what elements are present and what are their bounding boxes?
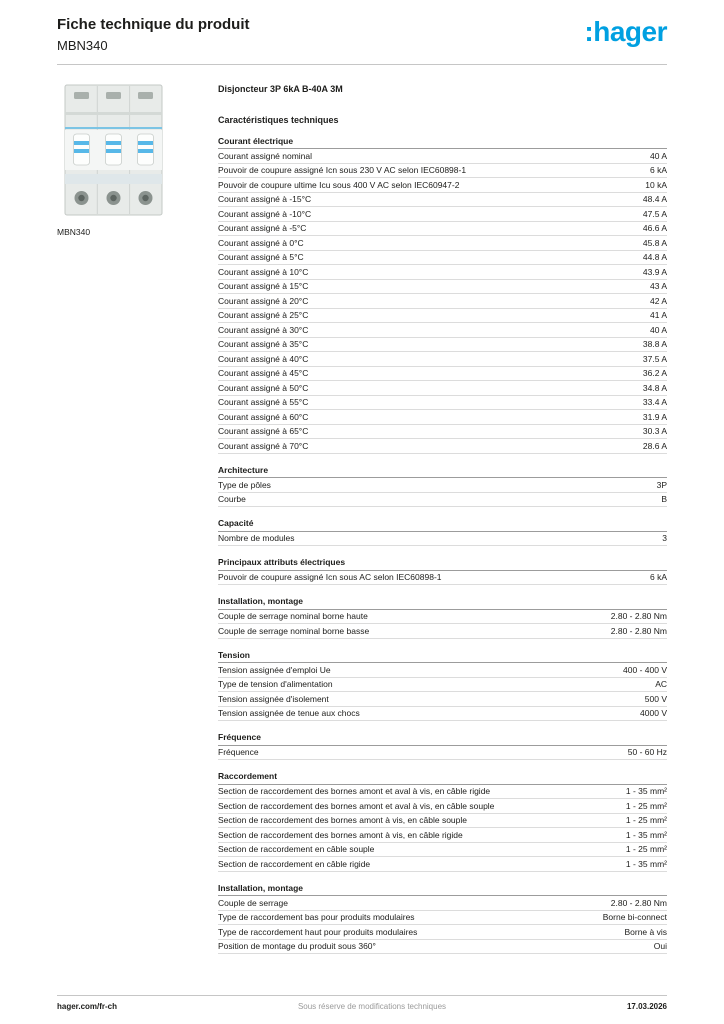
spec-section xyxy=(218,650,667,722)
spec-value: 6 kA xyxy=(649,572,667,583)
spec-label: Section de raccordement des bornes amont et aval à vis, en câble rigide xyxy=(218,786,491,797)
spec-label: Type de raccordement haut pour produits modulaires xyxy=(218,926,418,937)
spec-value: 36.2 A xyxy=(642,368,667,379)
spec-sections xyxy=(218,136,667,955)
product-image-caption: MBN340 xyxy=(57,226,91,237)
spec-value: 43.9 A xyxy=(642,266,667,277)
spec-value: Borne à vis xyxy=(624,926,667,937)
spec-label: Courant assigné à 20°C xyxy=(218,295,309,306)
spec-value: 40 A xyxy=(649,324,667,335)
spec-row xyxy=(218,493,667,508)
spec-label: Section de raccordement des bornes amont et aval à vis, en câble souple xyxy=(218,800,495,811)
product-name: Disjoncteur 3P 6kA B-40A 3M xyxy=(218,83,343,94)
spec-value: 1 - 35 mm² xyxy=(625,858,667,869)
spec-section xyxy=(218,771,667,872)
spec-label: Pouvoir de coupure ultime Icu sous 400 V AC selon IEC60947-2 xyxy=(218,179,460,190)
spec-row xyxy=(218,294,667,309)
circuit-breaker-illustration xyxy=(57,82,170,218)
spec-value: 46.6 A xyxy=(642,223,667,234)
spec-row xyxy=(218,571,667,586)
product-code: MBN340 xyxy=(57,37,108,53)
spec-value: Borne bi-connect xyxy=(602,912,667,923)
spec-value: 43 A xyxy=(649,281,667,292)
spec-label: Courant assigné à 10°C xyxy=(218,266,309,277)
spec-value: 500 V xyxy=(644,693,667,704)
spec-value: Oui xyxy=(653,941,667,952)
spec-row xyxy=(218,396,667,411)
spec-value: 34.8 A xyxy=(642,382,667,393)
spec-label: Courant assigné à 50°C xyxy=(218,382,309,393)
spec-value: 400 - 400 V xyxy=(623,664,667,675)
spec-section xyxy=(218,465,667,508)
spec-label: Courant assigné à -5°C xyxy=(218,223,307,234)
spec-row xyxy=(218,692,667,707)
spec-row xyxy=(218,410,667,425)
spec-label: Type de raccordement bas pour produits modulaires xyxy=(218,912,415,923)
header-titles xyxy=(57,16,250,53)
spec-label: Pouvoir de coupure assigné Icn sous 230 V AC selon IEC60898-1 xyxy=(218,165,467,176)
spec-label: Courant assigné à -10°C xyxy=(218,208,312,219)
spec-value: 44.8 A xyxy=(642,252,667,263)
section-title: Raccordement xyxy=(218,771,667,785)
spec-label: Pouvoir de coupure assigné Icn sous AC selon IEC60898-1 xyxy=(218,572,442,583)
spec-label: Courant assigné à 0°C xyxy=(218,237,304,248)
spec-label: Courbe xyxy=(218,494,246,505)
section-title: Architecture xyxy=(218,465,667,479)
specs-heading: Caractéristiques techniques xyxy=(218,114,339,125)
spec-row xyxy=(218,164,667,179)
spec-value: 1 - 35 mm² xyxy=(625,829,667,840)
spec-value: AC xyxy=(655,679,667,690)
spec-row xyxy=(218,828,667,843)
spec-value: 28.6 A xyxy=(642,440,667,451)
spec-value: 31.9 A xyxy=(642,411,667,422)
spec-row xyxy=(218,911,667,926)
spec-row xyxy=(218,746,667,761)
section-title: Capacité xyxy=(218,518,667,532)
spec-row xyxy=(218,323,667,338)
spec-value: 50 - 60 Hz xyxy=(627,747,667,758)
spec-label: Section de raccordement en câble rigide xyxy=(218,858,371,869)
spec-label: Courant assigné à 25°C xyxy=(218,310,309,321)
footer-date: 17.03.2026 xyxy=(626,1002,667,1011)
section-title: Installation, montage xyxy=(218,883,667,897)
product-image-column xyxy=(57,82,170,237)
spec-section xyxy=(218,732,667,760)
spec-value: 3 xyxy=(662,533,667,544)
spec-label: Courant assigné à 45°C xyxy=(218,368,309,379)
spec-row xyxy=(218,624,667,639)
spec-row xyxy=(218,207,667,222)
spec-section xyxy=(218,557,667,585)
page-footer xyxy=(57,995,667,1011)
product-image xyxy=(57,82,170,218)
spec-value: 1 - 25 mm² xyxy=(625,800,667,811)
spec-row xyxy=(218,439,667,454)
spec-value: 2.80 - 2.80 Nm xyxy=(610,897,667,908)
spec-label: Section de raccordement des bornes amont à vis, en câble rigide xyxy=(218,829,463,840)
spec-row xyxy=(218,149,667,164)
spec-row xyxy=(218,678,667,693)
spec-row xyxy=(218,663,667,678)
spec-label: Courant assigné à 5°C xyxy=(218,252,304,263)
spec-value: 6 kA xyxy=(649,165,667,176)
spec-label: Tension assignée de tenue aux chocs xyxy=(218,708,360,719)
spec-label: Section de raccordement en câble souple xyxy=(218,844,375,855)
spec-value: 40 A xyxy=(649,150,667,161)
spec-value: 41 A xyxy=(649,310,667,321)
spec-label: Courant assigné à 15°C xyxy=(218,281,309,292)
footer-website-link[interactable]: hager.com/fr-ch xyxy=(57,1002,118,1011)
spec-section xyxy=(218,596,667,639)
spec-value: 10 kA xyxy=(645,179,667,190)
spec-row xyxy=(218,843,667,858)
spec-row xyxy=(218,381,667,396)
spec-label: Courant assigné nominal xyxy=(218,150,313,161)
footer-row xyxy=(57,1002,667,1011)
spec-label: Courant assigné à 60°C xyxy=(218,411,309,422)
spec-label: Type de pôles xyxy=(218,479,271,490)
spec-section xyxy=(218,136,667,454)
spec-label: Courant assigné à 55°C xyxy=(218,397,309,408)
spec-value: 3P xyxy=(656,479,667,490)
header-divider xyxy=(57,64,667,65)
spec-row xyxy=(218,896,667,911)
spec-value: 2.80 - 2.80 Nm xyxy=(610,611,667,622)
spec-value: 1 - 25 mm² xyxy=(625,844,667,855)
spec-row xyxy=(218,925,667,940)
spec-label: Section de raccordement des bornes amont à vis, en câble souple xyxy=(218,815,468,826)
spec-label: Courant assigné à 35°C xyxy=(218,339,309,350)
spec-row xyxy=(218,309,667,324)
spec-section xyxy=(218,883,667,955)
spec-label: Tension assignée d'isolement xyxy=(218,693,329,704)
spec-row xyxy=(218,367,667,382)
spec-label: Position de montage du produit sous 360° xyxy=(218,941,376,952)
footer-divider xyxy=(57,995,667,996)
spec-row xyxy=(218,707,667,722)
spec-label: Fréquence xyxy=(218,747,259,758)
spec-label: Courant assigné à -15°C xyxy=(218,194,312,205)
spec-row xyxy=(218,280,667,295)
spec-label: Courant assigné à 40°C xyxy=(218,353,309,364)
section-title: Principaux attributs électriques xyxy=(218,557,667,571)
spec-label: Courant assigné à 65°C xyxy=(218,426,309,437)
spec-value: 4000 V xyxy=(640,708,667,719)
hager-logo: :hager xyxy=(584,16,667,47)
section-title: Courant électrique xyxy=(218,136,667,150)
spec-row xyxy=(218,785,667,800)
section-title: Installation, montage xyxy=(218,596,667,610)
spec-label: Nombre de modules xyxy=(218,533,295,544)
spec-row xyxy=(218,251,667,266)
page-title: Fiche technique du produit xyxy=(57,16,250,33)
spec-value: 47.5 A xyxy=(642,208,667,219)
spec-row xyxy=(218,265,667,280)
spec-row xyxy=(218,193,667,208)
footer-disclaimer: Sous réserve de modifications techniques xyxy=(297,1002,447,1011)
spec-row xyxy=(218,857,667,872)
spec-row xyxy=(218,338,667,353)
spec-row xyxy=(218,236,667,251)
spec-row xyxy=(218,610,667,625)
spec-section xyxy=(218,518,667,546)
specs-column xyxy=(218,82,667,955)
spec-row xyxy=(218,478,667,493)
section-title: Tension xyxy=(218,650,667,664)
spec-row xyxy=(218,532,667,547)
spec-row xyxy=(218,178,667,193)
spec-label: Couple de serrage nominal borne basse xyxy=(218,625,370,636)
spec-value: 33.4 A xyxy=(642,397,667,408)
content-area xyxy=(57,82,667,955)
spec-value: 42 A xyxy=(649,295,667,306)
spec-value: 1 - 35 mm² xyxy=(625,786,667,797)
spec-row xyxy=(218,799,667,814)
page-header xyxy=(57,16,667,53)
spec-row xyxy=(218,940,667,955)
spec-label: Courant assigné à 30°C xyxy=(218,324,309,335)
spec-label: Courant assigné à 70°C xyxy=(218,440,309,451)
spec-value: 1 - 25 mm² xyxy=(625,815,667,826)
section-title: Fréquence xyxy=(218,732,667,746)
spec-row xyxy=(218,222,667,237)
spec-label: Type de tension d'alimentation xyxy=(218,679,333,690)
spec-value: 45.8 A xyxy=(642,237,667,248)
spec-row xyxy=(218,352,667,367)
spec-row xyxy=(218,425,667,440)
spec-value: 48.4 A xyxy=(642,194,667,205)
spec-value: 37.5 A xyxy=(642,353,667,364)
spec-value: B xyxy=(661,494,667,505)
spec-label: Couple de serrage nominal borne haute xyxy=(218,611,368,622)
spec-value: 30.3 A xyxy=(642,426,667,437)
spec-label: Tension assignée d'emploi Ue xyxy=(218,664,331,675)
spec-value: 2.80 - 2.80 Nm xyxy=(610,625,667,636)
spec-value: 38.8 A xyxy=(642,339,667,350)
spec-row xyxy=(218,814,667,829)
spec-label: Couple de serrage xyxy=(218,897,288,908)
